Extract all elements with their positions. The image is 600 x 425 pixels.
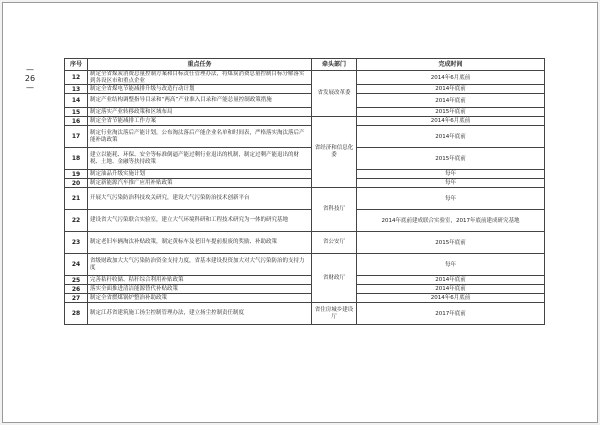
row-time: 2014年底前 [357,126,545,148]
table-row [65,303,545,325]
header-task: 重点任务 [88,59,312,71]
row-num: 23 [65,232,88,254]
row-task: 制定油品升级实施计划 [88,170,312,179]
row-dept: 省科技厅 [312,188,357,232]
row-task: 制定新能源汽车推广应用补贴政策 [88,179,312,188]
table-row [65,254,545,276]
table-row [65,94,545,108]
row-dept: 省财政厅 [312,254,357,303]
row-num: 15 [65,108,88,117]
row-num: 16 [65,117,88,126]
row-num: 18 [65,148,88,170]
row-task: 制定全省煤炭消费总量控制方案和目标责任管理办法，将煤炭消费总量控制目标分解落实到各设区市和重点企业 [88,71,312,85]
row-time: 2014年底前 [357,85,545,94]
row-num: 13 [65,85,88,94]
row-task: 制定全省煤电节能减排升级与改造行动计划 [88,85,312,94]
row-num: 20 [65,179,88,188]
row-num: 24 [65,254,88,276]
page-number: — 26 — [24,65,36,92]
row-task: 制定全省燃煤锅炉整治补助政策 [88,294,312,303]
table-row [65,126,545,148]
row-task: 制定老旧车辆淘汰补贴政策，制定黄标车及老旧车提前报废的奖励、补助政策 [88,232,312,254]
row-num: 12 [65,71,88,85]
table-row [65,108,545,117]
row-time: 2014年底前 [357,285,545,294]
row-task: 省级财政加大大气污染防治资金支持力度，省基本建设投资加大对大气污染防治的支持力度 [88,254,312,276]
tasks-table [64,58,545,325]
row-time: 2014年6月底前 [357,117,545,126]
row-num: 17 [65,126,88,148]
table-row [65,85,545,94]
row-dept: 省经济和信息化委 [312,117,357,188]
row-task: 建设省大气污染联合实验室，建立大气环境科研和工程技术研究为一体的研究基地 [88,210,312,232]
row-task: 开展大气污染防治科技攻关研究，建设大气污染防治技术创新平台 [88,188,312,210]
row-task: 制定产业结构调整指导目录和“两高”产业准入目录和产能总量控制政策措施 [88,94,312,108]
row-num: 26 [65,285,88,294]
row-time: 2014年6月底前 [357,71,545,85]
table-row [65,210,545,232]
header-time: 完成时间 [357,59,545,71]
table-row [65,71,545,85]
table-header-row [65,59,545,71]
row-dept: 省住房城乡建设厅 [312,303,357,325]
table-row [65,117,545,126]
row-task: 落实全面推进清洁能源替代补贴政策 [88,285,312,294]
row-task: 制定全省节能减排工作方案 [88,117,312,126]
row-time: 2015年底前 [357,232,545,254]
row-dept: 省发展改革委 [312,71,357,117]
row-time: 每年 [357,188,545,210]
row-num: 21 [65,188,88,210]
row-task: 制定落实产业转移政策和区域布局 [88,108,312,117]
row-time: 2014年6月底前 [357,294,545,303]
row-task: 制定行业淘汰落后产能计划，公布淘汰落后产能企业名单和时间表，严格落实淘汰落后产能补助政策 [88,126,312,148]
table-row [65,232,545,254]
row-num: 28 [65,303,88,325]
table-row [65,188,545,210]
row-num: 27 [65,294,88,303]
row-dept: 省公安厅 [312,232,357,254]
row-time: 2014年底前 [357,276,545,285]
row-time: 每年 [357,179,545,188]
row-time: 2014年底前 [357,94,545,108]
header-num: 序号 [65,59,88,71]
row-task: 完善秸秆收储、秸秆综合利用补贴政策 [88,276,312,285]
row-num: 19 [65,170,88,179]
header-dept: 牵头部门 [312,59,357,71]
row-time: 2015年底前 [357,108,545,117]
row-task: 建立以能耗、环保、安全等标准倒逼产能过剩行业退出的机制，制定过剩产能退出的财税、土地、金融等扶持政策 [88,148,312,170]
row-num: 14 [65,94,88,108]
table-row [65,294,545,303]
table-row [65,179,545,188]
row-time: 2014年底前建成联合实验室，2017年底前建成研究基地 [357,210,545,232]
table-row [65,148,545,170]
row-num: 22 [65,210,88,232]
row-time: 每年 [357,170,545,179]
row-time: 2015年底前 [357,148,545,170]
document-page [2,2,598,423]
table-row [65,276,545,285]
row-task: 制定江苏省建筑施工扬尘控制管理办法，建立扬尘控制责任制度 [88,303,312,325]
row-time: 每年 [357,254,545,276]
table-row [65,170,545,179]
row-num: 25 [65,276,88,285]
table-row [65,285,545,294]
row-time: 2017年底前 [357,303,545,325]
